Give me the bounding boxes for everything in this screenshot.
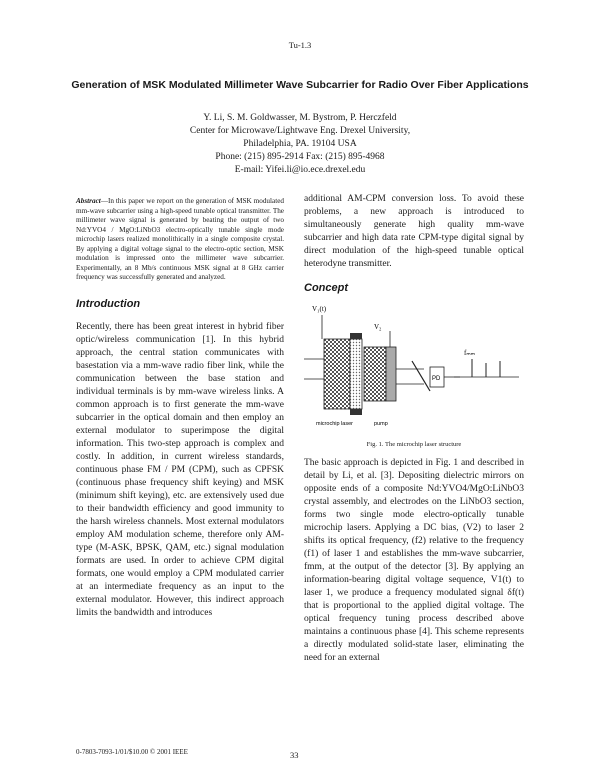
continuation-text: additional AM-CPM conversion loss. To avoid these problems, a new approach is introduced to simultaneously generate high quality mm-wave subcarrier and high data rate CPM-type digital signal by direct modulation of the high-speed tunable optical heterodyne transmitter. (304, 194, 524, 269)
v2-label: V₂ (374, 323, 382, 331)
v1-label: V₁(t) (312, 305, 327, 313)
detector-label: PD (432, 376, 441, 382)
beam-combiner (412, 361, 430, 391)
abstract-lead: Abstract (76, 197, 101, 205)
right-column (304, 193, 524, 665)
author-block (0, 112, 600, 177)
abstract (76, 197, 284, 283)
email: E-mail: Yifei.li@io.ece.drexel.edu (234, 165, 366, 175)
figure-caption: Fig. 1. The microchip laser structure (366, 441, 462, 448)
crystal-linbo3-section-2 (386, 347, 396, 401)
introduction-text: Recently, there has been great interest in hybrid fiber optic/wireless communication [1]. In this hybrid approach, the central station communicates with basestation via a mm-wave radio fiber link, while the communication between the base station and individual terminals is by mm-wave wireless links. A common approach is to first generate the mm-wave subcarrier in the optical domain and then employ an external modulator to superimpose the digital information. This two-step approach is complex and costly. In addition, in current wireless standards, continuous phase FM / PM (CPM), such as CPFSK (continuous phase frequency shift keying) and MSK (minimum shift keying), etc. are extensively used due to their bandwidth efficiency and good immunity to the harsh wireless channels. Most external modulators employ AM modulation scheme, therefore only AM-type (M-ASK, BPSK, QAM, etc.) signal modulation formats are used. In order to achieve CPM digital formats, one would employ a CPM modulated carrier at an intermediate frequency as an input to the external modulator. However, this indirect approach limits the bandwidth and introduces (76, 321, 284, 618)
affiliation: Center for Microwave/Lightwave Eng. Drexel University, (189, 126, 411, 136)
laser1-label: microchip laser (316, 421, 353, 427)
crystal-nd-section-1 (324, 339, 350, 409)
figure-1 (304, 299, 524, 439)
author-names: Y. Li, S. M. Goldwasser, M. Bystrom, P. Herczfeld (203, 113, 397, 123)
fmm-label: fₘₘ (464, 349, 476, 357)
paper-title: Generation of MSK Modulated Millimeter Wave Subcarrier for Radio Over Fiber Applications (71, 79, 529, 91)
copyright-footer: 0-7803-7093-1/01/$10.00 © 2001 IEEE (76, 748, 188, 756)
electrode-top (350, 333, 362, 339)
page-number: 33 (290, 750, 299, 760)
crystal-nd-section-2 (364, 347, 386, 401)
concept-heading: Concept (304, 282, 348, 294)
phone-fax: Phone: (215) 895-2914 Fax: (215) 895-4968 (215, 152, 385, 162)
address: Philadelphia, PA. 19104 USA (243, 139, 357, 149)
basic-approach-text: The basic approach is depicted in Fig. 1 and described in detail by Li, et al. [3]. Depositing dielectric mirrors on opposite ends of a composite Nd:YVO4/MgO:LiNbO3 crystal assembly, and electrodes on the LiNbO3 section, forms two single mode electro-optically tunable microchip lasers. Applying a DC bias, (V2) to laser 2 shifts its optical frequency, (f2) relative to the frequency (f1) of laser 1 and establishes the mm-wave subcarrier, fmm, at the output of the detector [3]. By applying an information-bearing digital voltage sequence, V1(t) to laser 1, we produce a frequency modulated signal δf(t) that is proportional to the applied digital voltage. The optical frequency tuning process described above maintains a continuous phase [4]. This scheme represents a directly modulated solid-state laser, eliminating the need for an external (304, 458, 524, 663)
session-label: Tu-1.3 (288, 40, 312, 50)
laser2-label: pump (374, 421, 388, 427)
crystal-linbo3-section-1 (350, 339, 362, 409)
left-column (76, 197, 284, 620)
abstract-text: —In this paper we report on the generation of MSK modulated mm-wave subcarrier using a high-speed tunable optical transmitter. The millimeter wave signal is generated by beating the output of two Nd:YVO4 / MgO:LiNbO3 electro-optically tunable single mode microchip lasers realized monolithically in a single composite crystal. By applying a digital voltage signal to the electro-optic section, MSK modulation is impressed onto the millimeter wave subcarrier. Experimentally, an 8 Mb/s continuous MSK signal at 8 GHz carrier frequency was successfully generated and analyzed. (76, 197, 284, 281)
introduction-heading: Introduction (76, 297, 141, 310)
electrode-bottom (350, 409, 362, 415)
laser-diagram (304, 299, 524, 439)
